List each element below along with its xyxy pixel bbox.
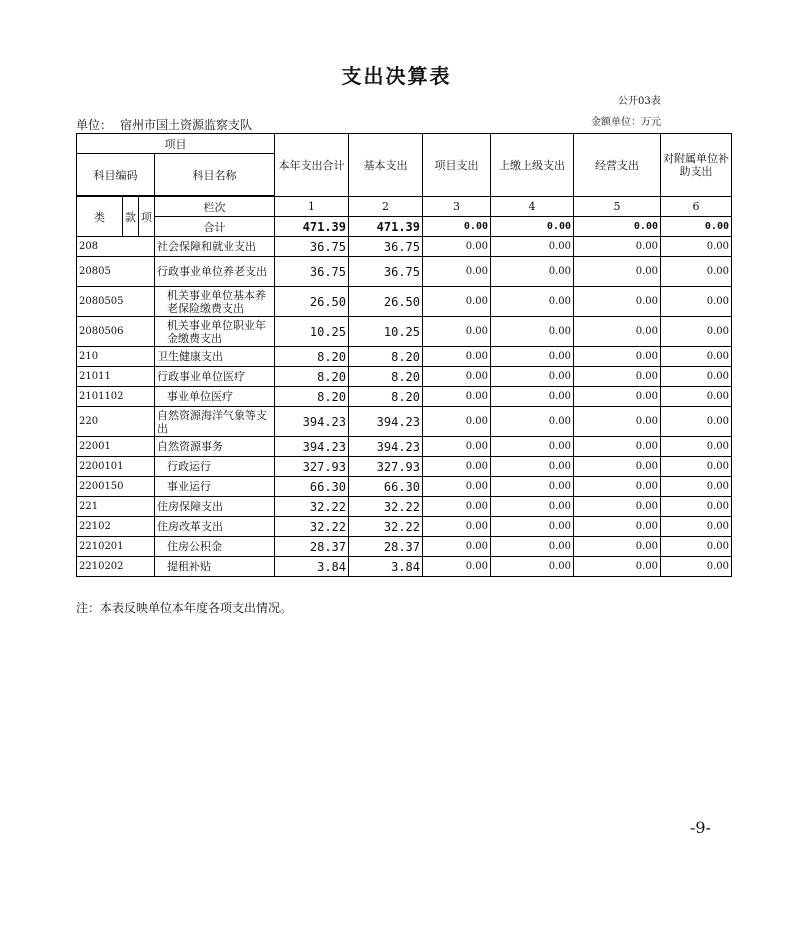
amount-cell: 0.00 — [574, 497, 661, 517]
table-row — [77, 257, 732, 287]
total-cell: 471.39 — [275, 217, 349, 237]
header-code: 科目编码 — [77, 154, 155, 196]
amount-cell: 36.75 — [349, 237, 423, 257]
table-row — [77, 347, 732, 367]
total-cell: 471.39 — [349, 217, 423, 237]
amount-cell: 0.00 — [574, 457, 661, 477]
amount-cell: 32.22 — [275, 517, 349, 537]
amount-cell: 0.00 — [491, 497, 574, 517]
subject-name: 自然资源海洋气象等支出 — [155, 407, 275, 437]
amount-cell: 0.00 — [423, 457, 491, 477]
subject-name: 行政运行 — [155, 457, 275, 477]
amount-cell: 0.00 — [574, 257, 661, 287]
amount-cell: 28.37 — [275, 537, 349, 557]
amount-cell: 0.00 — [491, 237, 574, 257]
amount-cell: 0.00 — [661, 497, 732, 517]
amount-cell: 0.00 — [491, 477, 574, 497]
amount-cell: 66.30 — [349, 477, 423, 497]
amount-cell: 0.00 — [491, 407, 574, 437]
subject-code: 2101102 — [77, 387, 155, 407]
header-col-4: 上缴上级支出 — [491, 134, 574, 197]
amount-cell: 0.00 — [661, 477, 732, 497]
header-col-6: 对附属单位补助支出 — [661, 134, 732, 197]
amount-cell: 0.00 — [423, 537, 491, 557]
subject-name: 事业单位医疗 — [155, 387, 275, 407]
amount-cell: 0.00 — [574, 347, 661, 367]
amount-cell: 0.00 — [661, 347, 732, 367]
subject-name: 提租补贴 — [155, 557, 275, 577]
amount-cell: 0.00 — [423, 257, 491, 287]
amount-cell: 0.00 — [574, 437, 661, 457]
subject-code: 2200150 — [77, 477, 155, 497]
subject-name: 机关事业单位职业年金缴费支出 — [155, 317, 275, 347]
amount-cell: 394.23 — [275, 437, 349, 457]
amount-cell: 36.75 — [275, 257, 349, 287]
table-row — [77, 497, 732, 517]
amount-cell: 0.00 — [491, 457, 574, 477]
amount-cell: 0.00 — [574, 537, 661, 557]
amount-cell: 8.20 — [275, 347, 349, 367]
amount-cell: 0.00 — [491, 367, 574, 387]
amount-cell: 0.00 — [574, 367, 661, 387]
amount-cell: 0.00 — [423, 497, 491, 517]
amount-cell: 10.25 — [275, 317, 349, 347]
amount-cell: 0.00 — [661, 257, 732, 287]
subject-code: 2210201 — [77, 537, 155, 557]
subject-name: 自然资源事务 — [155, 437, 275, 457]
table-row — [77, 367, 732, 387]
amount-cell: 8.20 — [275, 387, 349, 407]
amount-cell: 0.00 — [574, 407, 661, 437]
amount-cell: 8.20 — [275, 367, 349, 387]
subject-name: 机关事业单位基本养老保险缴费支出 — [155, 287, 275, 317]
amount-cell: 0.00 — [423, 557, 491, 577]
col-num-2: 2 — [349, 197, 423, 217]
amount-cell: 394.23 — [349, 407, 423, 437]
amount-cell: 0.00 — [491, 287, 574, 317]
table-row — [77, 317, 732, 347]
amount-cell: 0.00 — [661, 287, 732, 317]
subject-code: 2080506 — [77, 317, 155, 347]
subject-name: 卫生健康支出 — [155, 347, 275, 367]
amount-cell: 0.00 — [661, 387, 732, 407]
amount-cell: 0.00 — [574, 557, 661, 577]
amount-cell: 0.00 — [423, 407, 491, 437]
amount-cell: 0.00 — [423, 317, 491, 347]
amount-cell: 32.22 — [349, 517, 423, 537]
amount-cell: 0.00 — [423, 387, 491, 407]
amount-cell: 0.00 — [661, 537, 732, 557]
total-cell: 0.00 — [661, 217, 732, 237]
total-cell: 0.00 — [574, 217, 661, 237]
amount-cell: 0.00 — [661, 517, 732, 537]
amount-cell: 0.00 — [661, 437, 732, 457]
subject-code: 2200101 — [77, 457, 155, 477]
amount-cell: 0.00 — [491, 557, 574, 577]
col-num-4: 4 — [491, 197, 574, 217]
amount-cell: 0.00 — [491, 517, 574, 537]
subject-code: 208 — [77, 237, 155, 257]
col-num-6: 6 — [661, 197, 732, 217]
amount-cell: 327.93 — [275, 457, 349, 477]
amount-cell: 394.23 — [349, 437, 423, 457]
form-number: 公开03表 — [618, 96, 661, 107]
amount-cell: 0.00 — [423, 347, 491, 367]
amount-cell: 0.00 — [491, 317, 574, 347]
table-row — [77, 287, 732, 317]
amount-cell: 0.00 — [574, 317, 661, 347]
table-row — [77, 517, 732, 537]
amount-cell: 0.00 — [491, 437, 574, 457]
header-col-1: 本年支出合计 — [275, 134, 349, 197]
subject-name: 事业运行 — [155, 477, 275, 497]
total-label: 合计 — [155, 217, 275, 237]
col-num-1: 1 — [275, 197, 349, 217]
subject-code: 2210202 — [77, 557, 155, 577]
header-kuan: 款 — [123, 197, 139, 237]
amount-cell: 0.00 — [661, 237, 732, 257]
amount-cell: 394.23 — [275, 407, 349, 437]
amount-unit: 金额单位：万元 — [591, 117, 661, 128]
header-name: 科目名称 — [155, 154, 275, 196]
amount-cell: 0.00 — [423, 517, 491, 537]
subject-name: 住房改革支出 — [155, 517, 275, 537]
col-num-5: 5 — [574, 197, 661, 217]
table-row — [77, 387, 732, 407]
table-row — [77, 237, 732, 257]
subject-name: 行政事业单位医疗 — [155, 367, 275, 387]
total-cell: 0.00 — [491, 217, 574, 237]
subject-name: 行政事业单位养老支出 — [155, 257, 275, 287]
amount-cell: 0.00 — [574, 477, 661, 497]
amount-cell: 0.00 — [491, 387, 574, 407]
subject-name: 住房公积金 — [155, 537, 275, 557]
amount-cell: 0.00 — [661, 367, 732, 387]
subject-code: 2080505 — [77, 287, 155, 317]
expenditure-table — [76, 133, 732, 577]
amount-cell: 8.20 — [349, 387, 423, 407]
subject-name: 住房保障支出 — [155, 497, 275, 517]
subject-code: 22001 — [77, 437, 155, 457]
subject-code: 22102 — [77, 517, 155, 537]
amount-cell: 0.00 — [574, 237, 661, 257]
amount-cell: 0.00 — [661, 557, 732, 577]
total-cell: 0.00 — [423, 217, 491, 237]
amount-cell: 3.84 — [275, 557, 349, 577]
amount-cell: 0.00 — [661, 407, 732, 437]
amount-cell: 8.20 — [349, 367, 423, 387]
amount-cell: 0.00 — [491, 537, 574, 557]
col-num-3: 3 — [423, 197, 491, 217]
amount-cell: 32.22 — [349, 497, 423, 517]
table-row — [77, 437, 732, 457]
subject-code: 20805 — [77, 257, 155, 287]
subject-name: 社会保障和就业支出 — [155, 237, 275, 257]
amount-cell: 0.00 — [574, 517, 661, 537]
table-row — [77, 407, 732, 437]
subject-code: 220 — [77, 407, 155, 437]
amount-cell: 0.00 — [491, 347, 574, 367]
amount-cell: 0.00 — [423, 477, 491, 497]
amount-cell: 0.00 — [423, 287, 491, 317]
page-title: 支出决算表 — [341, 64, 452, 88]
header-col-5: 经营支出 — [574, 134, 661, 197]
amount-cell: 26.50 — [275, 287, 349, 317]
amount-cell: 327.93 — [349, 457, 423, 477]
page-number: -9- — [690, 818, 711, 837]
amount-cell: 28.37 — [349, 537, 423, 557]
amount-cell: 10.25 — [349, 317, 423, 347]
header-xiang: 项 — [139, 197, 155, 237]
amount-cell: 36.75 — [349, 257, 423, 287]
subject-code: 210 — [77, 347, 155, 367]
header-lei: 类 — [77, 197, 123, 237]
amount-cell: 8.20 — [349, 347, 423, 367]
amount-cell: 0.00 — [423, 237, 491, 257]
subject-code: 21011 — [77, 367, 155, 387]
amount-cell: 0.00 — [661, 457, 732, 477]
table-row — [77, 457, 732, 477]
amount-cell: 3.84 — [349, 557, 423, 577]
table-row — [77, 557, 732, 577]
header-col-2: 基本支出 — [349, 134, 423, 197]
subject-code: 221 — [77, 497, 155, 517]
amount-cell: 36.75 — [275, 237, 349, 257]
amount-cell: 66.30 — [275, 477, 349, 497]
header-xiangmu: 项目 — [77, 134, 275, 154]
header-lanci: 栏次 — [155, 197, 275, 217]
amount-cell: 0.00 — [491, 257, 574, 287]
amount-cell: 0.00 — [423, 437, 491, 457]
amount-cell: 0.00 — [661, 317, 732, 347]
amount-cell: 32.22 — [275, 497, 349, 517]
header-col-3: 项目支出 — [423, 134, 491, 197]
footnote: 注：本表反映单位本年度各项支出情况。 — [76, 601, 293, 615]
amount-cell: 26.50 — [349, 287, 423, 317]
table-row — [77, 477, 732, 497]
unit-name: 宿州市国土资源监察支队 — [120, 118, 253, 132]
table-row — [77, 537, 732, 557]
amount-cell: 0.00 — [574, 387, 661, 407]
unit-label: 单位： — [76, 118, 113, 132]
amount-cell: 0.00 — [423, 367, 491, 387]
amount-cell: 0.00 — [574, 287, 661, 317]
unit-line — [76, 116, 252, 133]
